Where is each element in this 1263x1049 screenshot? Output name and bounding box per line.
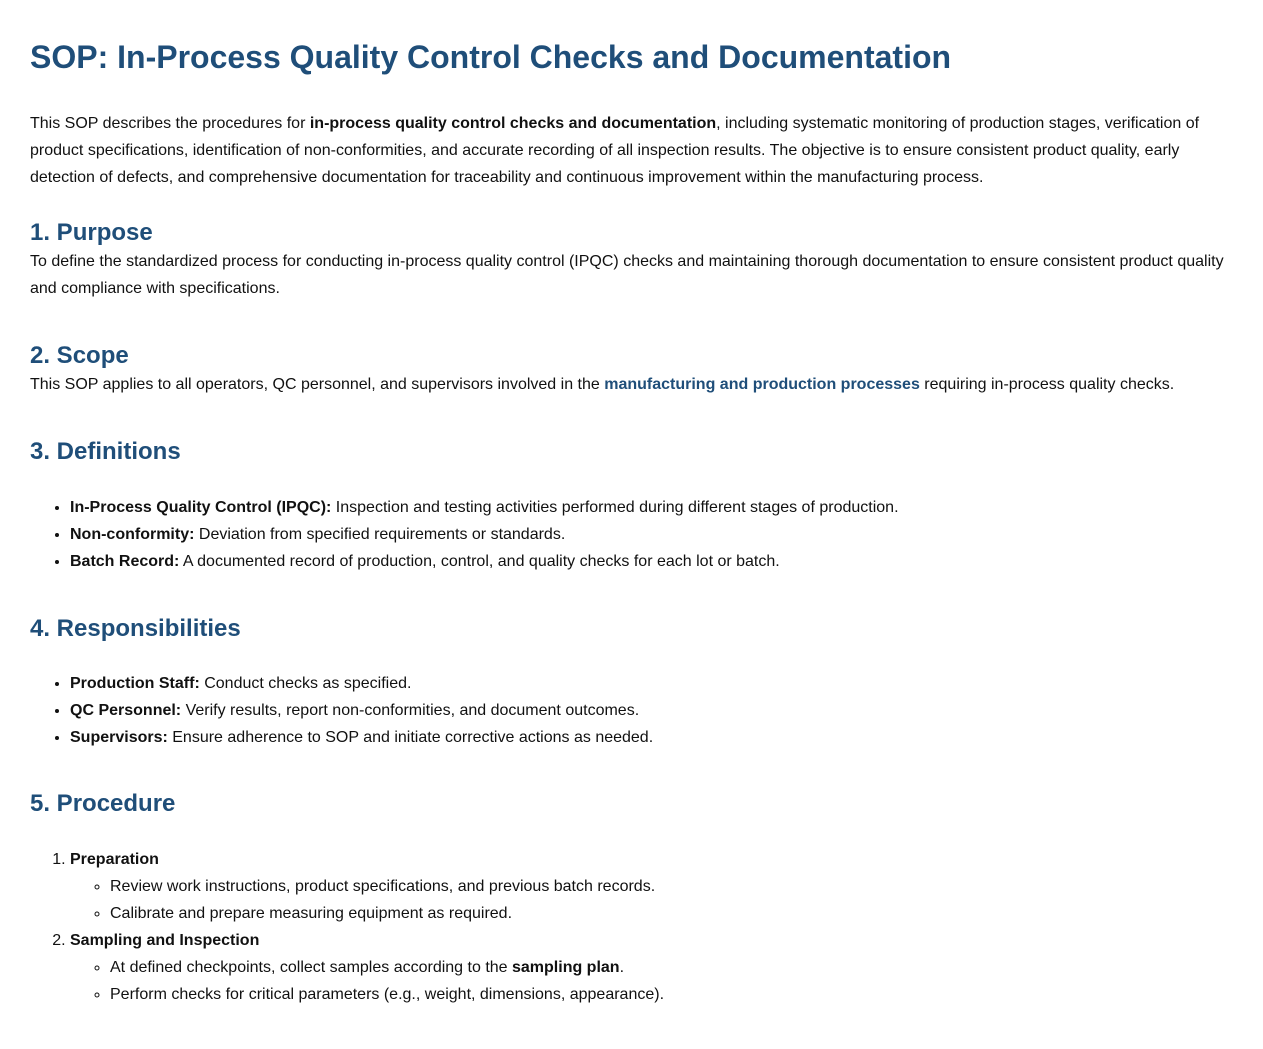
definitions-list: [30, 494, 1233, 575]
list-item: [70, 521, 1233, 548]
list-item: [70, 494, 1233, 521]
scope-paragraph: [30, 371, 1233, 398]
definition-desc: Inspection and testing activities performed during different stages of production.: [331, 499, 899, 516]
responsibilities-list: [30, 670, 1233, 751]
procedure-substeps: [70, 954, 1233, 1008]
scope-text-pre: This SOP applies to all operators, QC personnel, and supervisors involved in the: [30, 376, 605, 393]
responsibility-desc: Conduct checks as specified.: [199, 675, 412, 692]
list-item: ◦ Review work instructions, product specifications, and previous batch records.: [110, 873, 1233, 900]
substep-text-pre: At defined checkpoints, collect samples according to the: [110, 959, 512, 976]
definition-term: In-Process Quality Control (IPQC):: [70, 499, 332, 516]
list-item: ◦ Calibrate and prepare measuring equipment as required.: [110, 900, 1233, 927]
intro-text-pre: This SOP describes the procedures for: [30, 115, 310, 132]
responsibility-role: QC Personnel:: [70, 702, 182, 719]
intro-text-bold: in-process quality control checks and documentation: [309, 115, 717, 132]
substep-text-bold: sampling plan: [512, 959, 620, 976]
responsibility-desc: Verify results, report non-conformities, and document outcomes.: [181, 702, 640, 719]
page-title: SOP: In-Process Quality Control Checks and Documentation: [30, 39, 952, 75]
procedure-step-title: Preparation: [70, 851, 159, 868]
intro-paragraph: [30, 110, 1233, 191]
procedure-step: [70, 846, 1233, 927]
scope-highlight-link[interactable]: manufacturing and production processes: [604, 376, 920, 393]
procedure-step: [70, 927, 1233, 1008]
definition-desc: A documented record of production, control, and quality checks for each lot or batch.: [179, 553, 780, 570]
responsibility-role: Supervisors:: [70, 729, 168, 746]
scope-heading: 2. Scope: [30, 342, 129, 369]
scope-text-post: requiring in-process quality checks.: [919, 376, 1175, 393]
purpose-text: To define the standardized process for conducting in-process quality control (IPQC) checks and maintaining thorough documentation to ensure consistent product quality and compliance with specifications.: [30, 253, 1224, 297]
purpose-heading: 1. Purpose: [30, 219, 153, 246]
list-item: [70, 724, 1233, 751]
substep-text: Perform checks for critical parameters (e.g., weight, dimensions, appearance).: [110, 986, 665, 1003]
substep-text-post: .: [619, 959, 625, 976]
procedure-substeps: [70, 873, 1233, 927]
definition-term: Batch Record:: [70, 553, 180, 570]
responsibilities-heading: 4. Responsibilities: [30, 615, 241, 642]
list-item: [110, 954, 1233, 981]
procedure-steps: [30, 846, 1233, 1008]
responsibility-role: Production Staff:: [70, 675, 200, 692]
responsibility-desc: Ensure adherence to SOP and initiate corrective actions as needed.: [167, 729, 654, 746]
list-item: [70, 548, 1233, 575]
list-item: [70, 670, 1233, 697]
definitions-heading: 3. Definitions: [30, 438, 181, 465]
definition-term: Non-conformity:: [70, 526, 195, 543]
procedure-heading: 5. Procedure: [30, 790, 176, 817]
definition-desc: Deviation from specified requirements or standards.: [194, 526, 566, 543]
list-item: [110, 981, 1233, 1008]
procedure-step-title: Sampling and Inspection: [70, 932, 260, 949]
list-item: [70, 697, 1233, 724]
intro-text-post: , including systematic monitoring of production stages, verification of product specifications, identification of non-conformities, and accurate recording of all inspection results. The objective is to ensure consistent product quality, early detection of defects, and comprehensive documentation for traceability and continuous improvement within the manufacturing process.: [30, 115, 1200, 186]
